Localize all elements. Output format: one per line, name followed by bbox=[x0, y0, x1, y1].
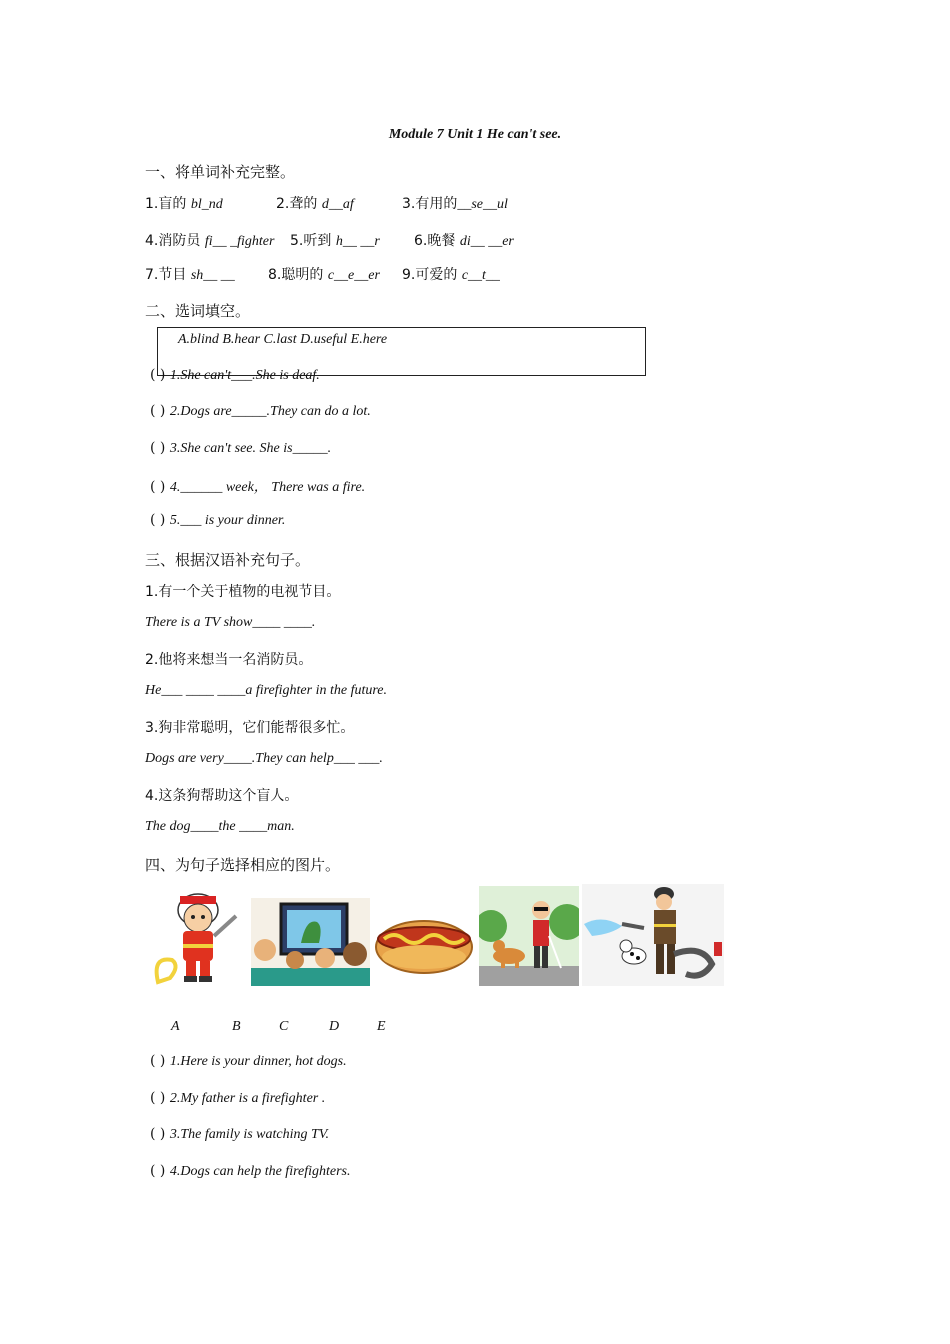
translate-en-3: Dogs are very____.They can help___ ___. bbox=[145, 751, 383, 766]
firefighter-child-icon bbox=[150, 886, 246, 986]
picture-letter-e: E bbox=[377, 1019, 386, 1034]
fill-item-2: ( ) 2.Dogs are_____.They can do a lot. bbox=[150, 403, 371, 419]
word-item-9: 9.可爱的 c__t__ bbox=[402, 267, 500, 283]
family-watching-tv-icon bbox=[251, 898, 370, 986]
fill-item-1: ( ) 1.She can't___.She is deaf. bbox=[150, 367, 320, 383]
picture-letter-a: A bbox=[171, 1019, 180, 1034]
word-item-2: 2.聋的 d__af bbox=[276, 196, 354, 212]
translate-en-4: The dog____the ____man. bbox=[145, 819, 295, 834]
hot-dog-icon bbox=[374, 905, 475, 977]
word-item-1: 1.盲的 bl_nd bbox=[145, 196, 223, 212]
translate-cn-1: 1.有一个关于植物的电视节目。 bbox=[145, 584, 341, 600]
match-item-1: ( ) 1.Here is your dinner, hot dogs. bbox=[150, 1053, 347, 1069]
section3-heading: 三、根据汉语补充句子。 bbox=[145, 551, 311, 569]
picture-letter-b: B bbox=[232, 1019, 241, 1034]
word-item-6: 6.晚餐 di__ __er bbox=[414, 233, 514, 249]
match-item-3: ( ) 3.The family is watching TV. bbox=[150, 1126, 330, 1142]
fill-item-5: ( ) 5.___ is your dinner. bbox=[150, 512, 286, 528]
section1-heading: 一、将单词补充完整。 bbox=[145, 163, 296, 181]
word-item-3: 3.有用的__se__ul bbox=[402, 196, 508, 212]
translate-en-2: He___ ____ ____a firefighter in the future. bbox=[145, 683, 387, 698]
translate-cn-4: 4.这条狗帮助这个盲人。 bbox=[145, 788, 299, 804]
firefighter-with-dog-icon bbox=[582, 884, 724, 986]
match-item-2: ( ) 2.My father is a firefighter . bbox=[150, 1090, 326, 1106]
translate-en-1: There is a TV show____ ____. bbox=[145, 615, 316, 630]
page-title: Module 7 Unit 1 He can't see. bbox=[388, 127, 562, 142]
fill-item-3: ( ) 3.She can't see. She is_____. bbox=[150, 440, 332, 456]
word-item-8: 8.聪明的 c__e__er bbox=[268, 267, 380, 283]
fill-item-4: ( ) 4.______ week， There was a fire. bbox=[150, 479, 366, 495]
picture-letter-d: D bbox=[329, 1019, 340, 1034]
picture-letter-c: C bbox=[279, 1019, 289, 1034]
section2-heading: 二、选词填空。 bbox=[145, 302, 251, 320]
blind-man-guide-dog-icon bbox=[479, 886, 579, 986]
word-item-7: 7.节目 sh__ __ bbox=[145, 267, 235, 283]
word-item-5: 5.听到 h__ __r bbox=[290, 233, 380, 249]
match-item-4: ( ) 4.Dogs can help the firefighters. bbox=[150, 1163, 351, 1179]
word-item-4: 4.消防员 fi__ _fighter bbox=[145, 233, 275, 249]
section4-heading: 四、为句子选择相应的图片。 bbox=[145, 856, 341, 874]
translate-cn-3: 3.狗非常聪明，它们能帮很多忙。 bbox=[145, 720, 355, 736]
options-text: A.blind B.hear C.last D.useful E.here bbox=[178, 332, 388, 347]
translate-cn-2: 2.他将来想当一名消防员。 bbox=[145, 652, 313, 668]
